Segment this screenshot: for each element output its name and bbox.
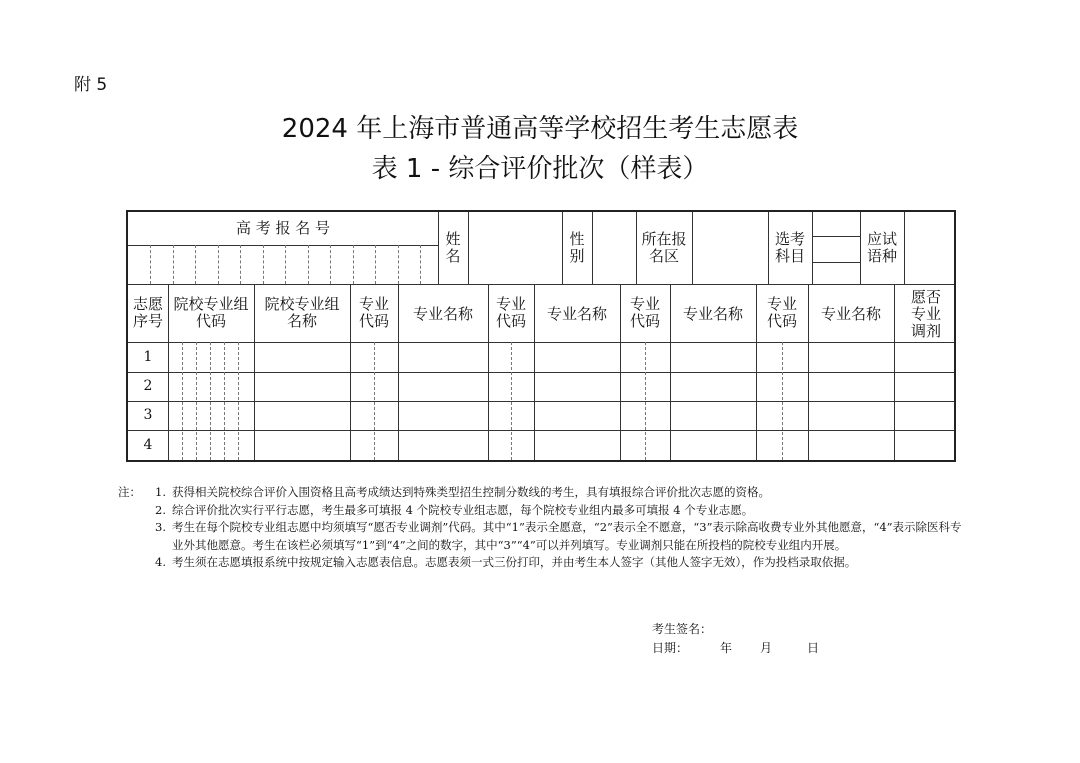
- major-name-header: 专业名称: [682, 305, 743, 323]
- annex-label: 附 5: [74, 75, 108, 95]
- note-text: 综合评价批次实行平行志愿，考生最多可填报 4 个院校专业组志愿，每个院校专业组内最多可填报 4 个专业志愿。: [172, 502, 754, 517]
- code-digit-divider: [511, 342, 512, 460]
- subject-box-line: [812, 236, 860, 237]
- reg-no-divider: [128, 245, 438, 246]
- elective-subjects-label: 选考科目: [774, 230, 805, 265]
- signature-label: 考生签名：: [652, 622, 713, 636]
- reg-no-digit-divider: [398, 245, 399, 284]
- cell-border: [692, 212, 693, 284]
- header-divider: [128, 284, 954, 285]
- note-text: 获得相关院校综合评价入围资格且高考成绩达到特殊类型招生控制分数线的考生，具有填报综合评价批次志愿的资格。: [172, 485, 770, 499]
- cell-border: [768, 212, 769, 284]
- cell-border: [592, 212, 593, 284]
- cell-border: [636, 212, 637, 284]
- code-digit-divider: [210, 342, 211, 460]
- wish-no-header: 志愿序号: [132, 295, 163, 330]
- major-code-header: 专业代码: [495, 295, 526, 330]
- code-digit-divider: [782, 342, 783, 460]
- major-name-header: 专业名称: [820, 305, 881, 323]
- name-label: 姓名: [445, 230, 461, 265]
- cell-border: [562, 212, 563, 284]
- note-item: [118, 554, 968, 572]
- code-digit-divider: [238, 342, 239, 460]
- col-border: [620, 284, 621, 460]
- year-label: 年: [720, 641, 733, 655]
- major-code-header: 专业代码: [766, 295, 797, 330]
- date-label: 日期：: [652, 641, 689, 655]
- group-name-header: 院校专业组名称: [264, 295, 340, 330]
- col-border: [488, 284, 489, 460]
- reg-no-digit-divider: [218, 245, 219, 284]
- reg-no-digit-divider: [285, 245, 286, 284]
- col-border: [894, 284, 895, 460]
- row-number: 1: [143, 349, 153, 365]
- subject-box-line: [812, 262, 860, 263]
- exam-reg-no-label: 高 考 报 名 号: [235, 219, 331, 237]
- code-digit-divider: [374, 342, 375, 460]
- reg-no-digit-divider: [263, 245, 264, 284]
- note-item: [118, 484, 968, 502]
- reg-no-digit-divider: [240, 245, 241, 284]
- code-digit-divider: [224, 342, 225, 460]
- gender-label: 性别: [569, 230, 585, 265]
- reg-district-label: 所在报名区: [641, 230, 687, 265]
- form-title: 2024 年上海市普通高等学校招生考生志愿表: [281, 114, 799, 144]
- note-item: [118, 502, 968, 520]
- reg-no-digit-divider: [375, 245, 376, 284]
- major-code-header: 专业代码: [629, 295, 660, 330]
- note-number: 4.: [155, 555, 166, 569]
- major-name-header: 专业名称: [412, 305, 473, 323]
- month-label: 月: [760, 641, 773, 655]
- row-divider: [128, 372, 954, 373]
- reg-no-digit-divider: [353, 245, 354, 284]
- reg-no-digit-divider: [195, 245, 196, 284]
- wish-form-table: [126, 210, 956, 462]
- code-digit-divider: [182, 342, 183, 460]
- note-number: 2.: [155, 502, 166, 517]
- col-border: [168, 284, 169, 460]
- reg-no-digit-divider: [330, 245, 331, 284]
- cell-border: [468, 212, 469, 284]
- reg-no-digit-divider: [173, 245, 174, 284]
- note-item: [118, 519, 968, 554]
- row-number: 4: [143, 437, 153, 453]
- col-border: [756, 284, 757, 460]
- row-number: 3: [143, 407, 153, 423]
- reg-no-digit-divider: [420, 245, 421, 284]
- note-text: 考生须在志愿填报系统中按规定输入志愿表信息。志愿表须一式三份打印，并由考生本人签字（其他人签字无效），作为投档录取依据。: [172, 555, 857, 569]
- col-border: [350, 284, 351, 460]
- cell-border: [860, 212, 861, 284]
- col-border: [254, 284, 255, 460]
- day-label: 日: [807, 641, 820, 655]
- exam-language-label: 应试语种: [866, 230, 897, 265]
- notes-section: [118, 484, 968, 572]
- major-name-header: 专业名称: [546, 305, 607, 323]
- row-divider: [128, 430, 954, 431]
- column-header-divider: [128, 342, 954, 343]
- note-text: 考生在每个院校专业组志愿中均须填写“愿否专业调剂”代码。其中“1”表示全愿意，“2”表示全不愿意，“3”表示除高收费专业外其他愿意，“4”表示除医科专业外其他愿意。考生在该栏必须填写“1”到“4”之间的数字，其中“3”“4”可以并列填写。专业调剂只能在所投档的院校专业组内开展。: [172, 520, 962, 552]
- adjust-header: 愿否专业调剂: [910, 288, 941, 340]
- major-code-header: 专业代码: [358, 295, 389, 330]
- cell-border: [438, 212, 439, 284]
- reg-no-digit-divider: [150, 245, 151, 284]
- cell-border: [812, 212, 813, 284]
- group-code-header: 院校专业组代码: [173, 295, 249, 330]
- notes-prefix: 注：: [118, 485, 141, 499]
- cell-border: [904, 212, 905, 284]
- code-digit-divider: [645, 342, 646, 460]
- row-number: 2: [143, 378, 153, 394]
- form-subtitle: 表 1 - 综合评价批次（样表）: [371, 154, 709, 184]
- note-number: 3.: [155, 520, 166, 534]
- note-number: 1.: [155, 485, 166, 499]
- row-divider: [128, 401, 954, 402]
- code-digit-divider: [196, 342, 197, 460]
- reg-no-digit-divider: [308, 245, 309, 284]
